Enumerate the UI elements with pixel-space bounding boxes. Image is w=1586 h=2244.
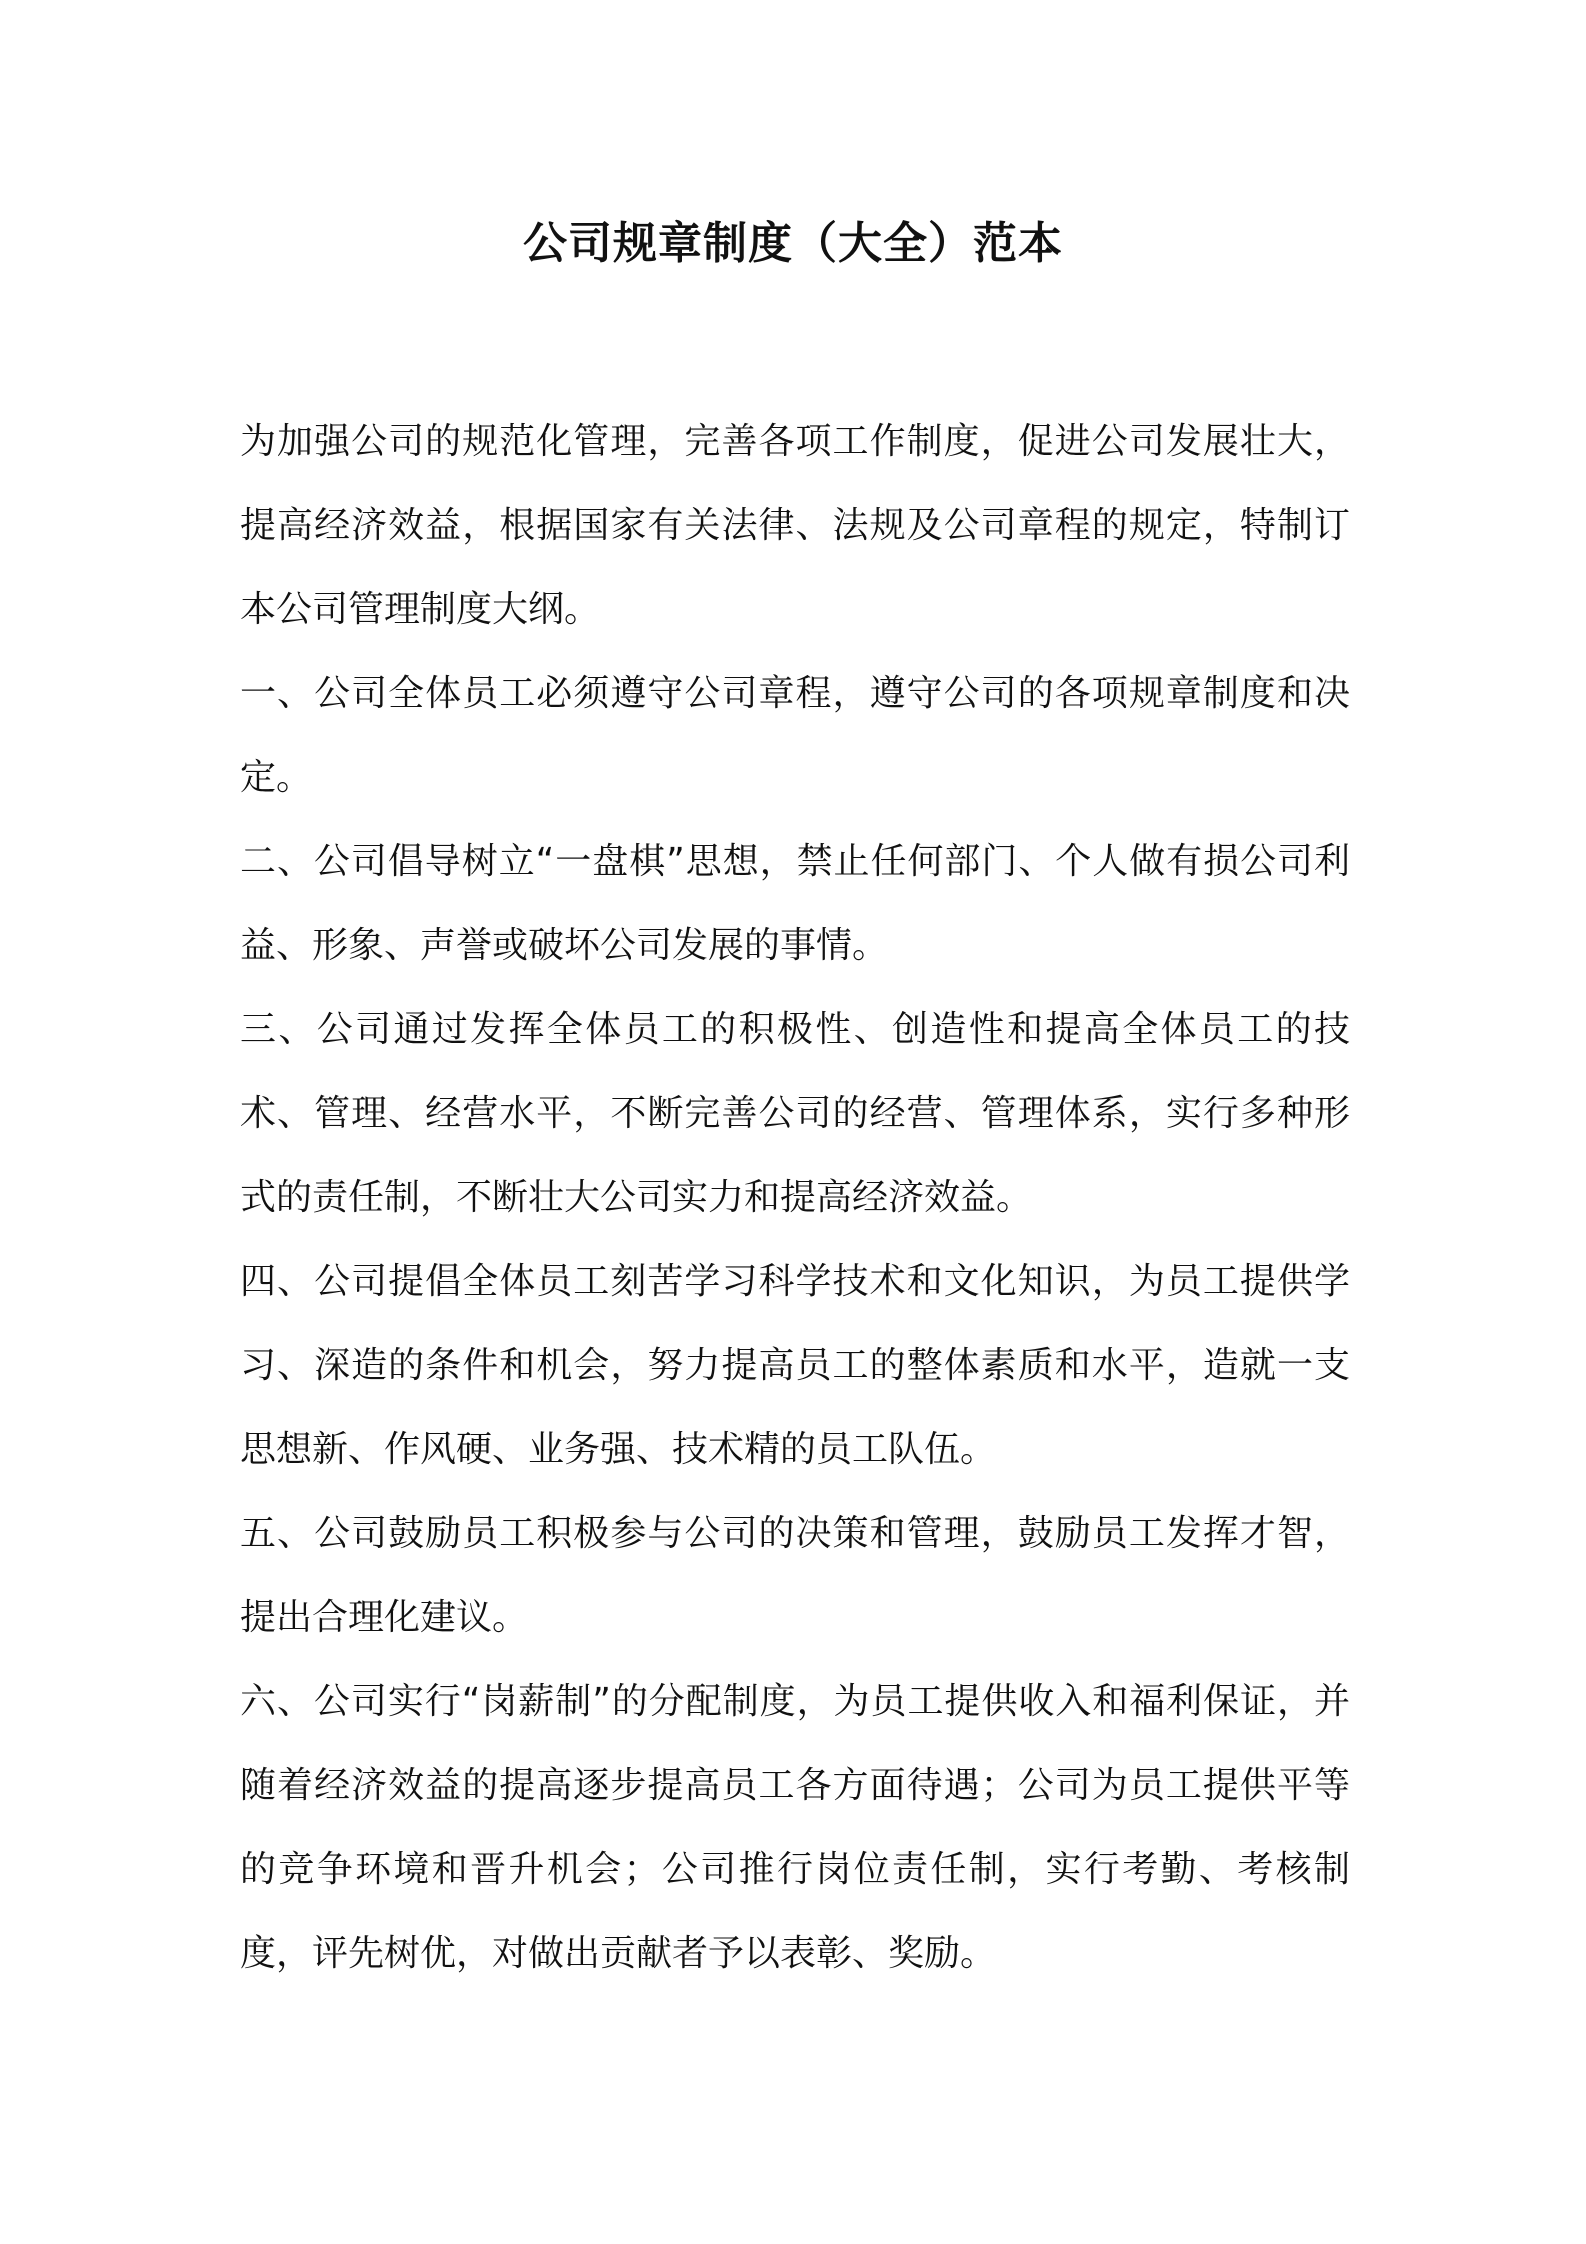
paragraph-intro: 为加强公司的规范化管理，完善各项工作制度，促进公司发展壮大，提高经济效益，根据国家有关法律、法规及公司章程的规定，特制订本公司管理制度大纲。 <box>240 421 1350 630</box>
paragraph-1: 一、公司全体员工必须遵守公司章程，遵守公司的各项规章制度和决定。 <box>240 673 1350 798</box>
paragraph-3: 三、公司通过发挥全体员工的积极性、创造性和提高全体员工的技术、管理、经营水平，不断完善公司的经营、管理体系，实行多种形式的责任制，不断壮大公司实力和提高经济效益。 <box>240 1009 1350 1218</box>
document-body <box>240 400 1350 1996</box>
paragraph-4: 四、公司提倡全体员工刻苦学习科学技术和文化知识，为员工提供学习、深造的条件和机会，努力提高员工的整体素质和水平，造就一支思想新、作风硬、业务强、技术精的员工队伍。 <box>240 1261 1350 1470</box>
paragraph-5: 五、公司鼓励员工积极参与公司的决策和管理，鼓励员工发挥才智，提出合理化建议。 <box>240 1513 1350 1638</box>
document-title: 公司规章制度（大全）范本 <box>523 218 1063 269</box>
paragraph-6: 六、公司实行“岗薪制”的分配制度，为员工提供收入和福利保证，并随着经济效益的提高逐步提高员工各方面待遇；公司为员工提供平等的竞争环境和晋升机会；公司推行岗位责任制，实行考勤、考核制度，评先树优，对做出贡献者予以表彰、奖励。 <box>240 1681 1350 1974</box>
paragraph-2: 二、公司倡导树立“一盘棋”思想，禁止任何部门、个人做有损公司利益、形象、声誉或破坏公司发展的事情。 <box>240 841 1350 966</box>
